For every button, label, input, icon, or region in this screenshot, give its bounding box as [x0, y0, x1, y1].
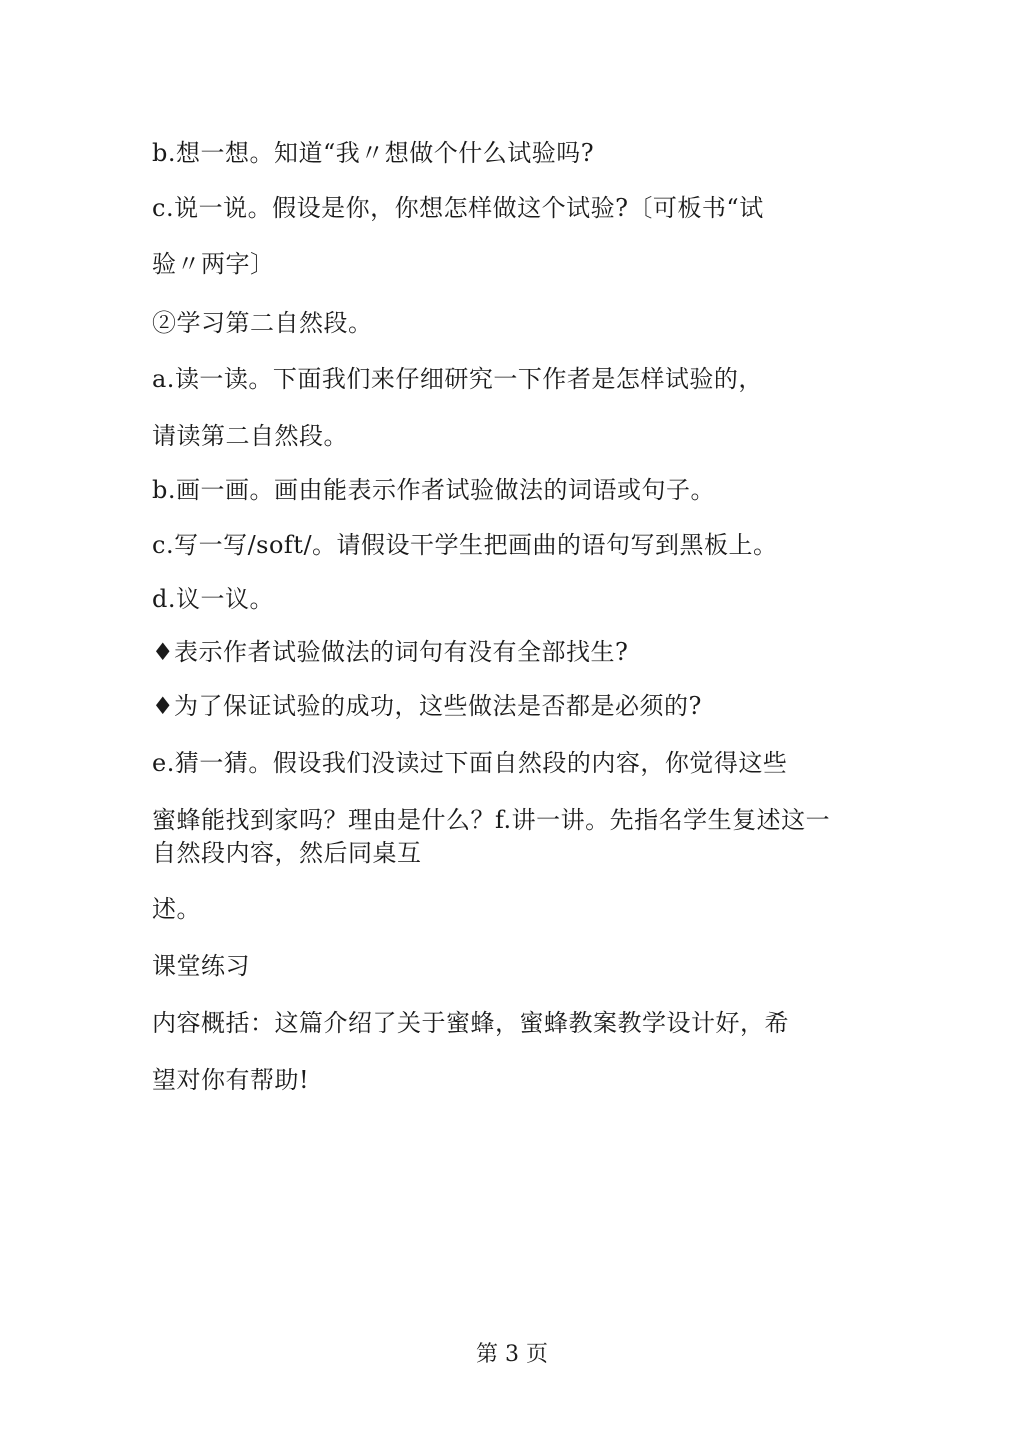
text-line: 述。	[152, 895, 201, 923]
text-line: c.说一说。假设是你，你想怎样做这个试验?〔可板书“试	[152, 194, 764, 222]
text-line: ②学习第二自然段。	[152, 309, 373, 337]
text-line: e.猜一猜。假设我们没读过下面自然段的内容，你觉得这些	[152, 749, 788, 777]
text-line: 请读第二自然段。	[152, 422, 348, 450]
text-line: 蜜蜂能找到家吗？理由是什么？f.讲一讲。先指名学生复述这一	[152, 806, 831, 834]
text-line: a.读一读。下面我们来仔细研究一下作者是怎样试验的，	[152, 365, 763, 393]
text-line: 验〃两字〕	[152, 250, 275, 278]
text-line: 自然段内容，然后同桌互	[152, 839, 422, 867]
text-line: 内容概括：这篇介绍了关于蜜蜂，蜜蜂教案教学设计好，希	[152, 1009, 789, 1037]
page-number: 第 3 页	[476, 1342, 548, 1367]
text-line: ♦表示作者试验做法的词句有没有全部找生?	[152, 638, 629, 666]
text-line: d.议一议。	[152, 585, 274, 613]
text-line: c.写一写/soft/。请假设干学生把画曲的语句写到黑板上。	[152, 531, 778, 559]
text-line: ♦为了保证试验的成功，这些做法是否都是必须的?	[152, 692, 702, 720]
section-heading: 课堂练习	[152, 952, 250, 980]
text-line: b.想一想。知道“我〃想做个什么试验吗?	[152, 139, 595, 167]
text-line: 望对你有帮助!	[152, 1066, 310, 1094]
text-line: b.画一画。画由能表示作者试验做法的词语或句子。	[152, 476, 715, 504]
